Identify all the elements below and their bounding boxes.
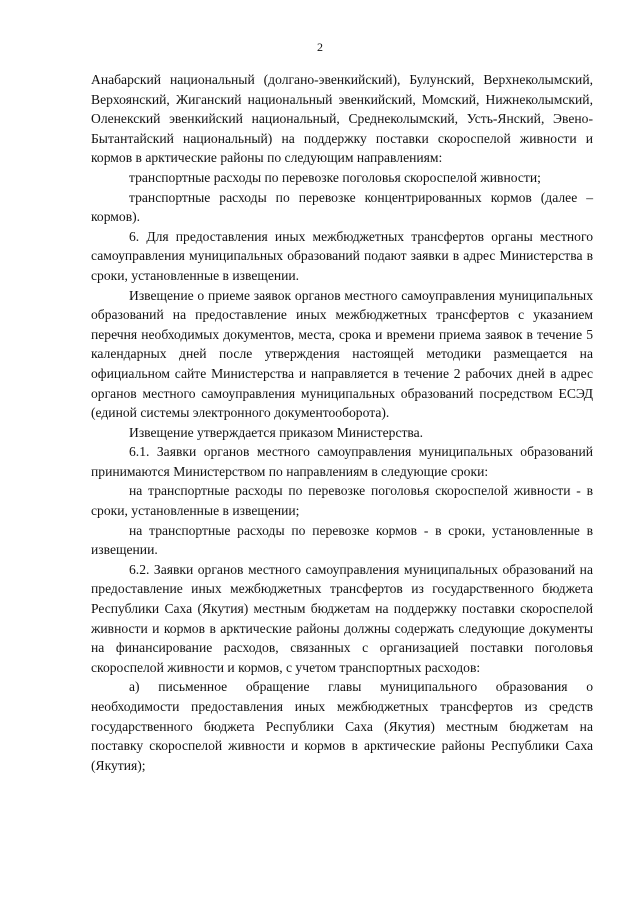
paragraph-item-a: а) письменное обращение главы муниципального образования о необходимости предоставления иных межбюджетных трансфертов из средств государственного бюджета Республики Саха (Якутия) местным бюджетам на поставку скороспелой живности и кормов в арктические районы Республики Саха (Якутия); xyxy=(91,679,593,773)
paragraph-feed-transport: транспортные расходы по перевозке концентрированных кормов (далее – кормов). xyxy=(91,189,593,225)
paragraph-districts-list: Анабарский национальный (долгано-эвенкийский), Булунский, Верхнеколымский, Верхоянский, Жиганский национальный эвенкийский, Момский, Нижнеколымский, Оленекский эвенкийский национальный, Среднеколымский, Усть-Янский, Эвено-Бытантайский национальный) на поддержку поставки скороспелой живности и кормов в арктические районы по следующим направлениям: xyxy=(91,72,593,166)
paragraph-notice: Извещение о приеме заявок органов местного самоуправления муниципальных образований на предоставление иных межбюджетных трансфертов с указанием перечня необходимых документов, места, срока и времени приема заявок в течение 5 календарных дней после утверждения настоящей методики размещается на официальном сайте Министерства и направляется в течение 2 рабочих дней в адрес органов местного самоуправления муниципальных образований посредством ЕСЭД (единой системы электронного документооборота). xyxy=(91,287,593,421)
paragraph-livestock-deadline: на транспортные расходы по перевозке поголовья скороспелой живности - в сроки, установленные в извещении; xyxy=(91,483,593,519)
page-number: 2 xyxy=(317,40,323,54)
paragraph-section-6-1: 6.1. Заявки органов местного самоуправления муниципальных образований принимаются Министерством по направлениям в следующие сроки: xyxy=(91,444,593,479)
paragraph-livestock-transport: транспортные расходы по перевозке поголовья скороспелой живности; xyxy=(129,169,541,185)
paragraph-notice-approval: Извещение утверждается приказом Министерства. xyxy=(129,424,424,440)
paragraph-section-6: 6. Для предоставления иных межбюджетных трансфертов органы местного самоуправления муниципальных образований подают заявки в адрес Министерства в сроки, установленные в извещении. xyxy=(91,228,593,283)
paragraph-section-6-2: 6.2. Заявки органов местного самоуправления муниципальных образований на предоставление иных межбюджетных трансфертов из государственного бюджета Республики Саха (Якутия) местным бюджетам на поддержку поставки скороспелой живности и кормов в арктические районы должны содержать следующие документы на финансирование расходов, связанных с организацией поставки поголовья скороспелой живности и кормов, с учетом транспортных расходов: xyxy=(91,561,593,675)
document-body xyxy=(91,70,593,775)
paragraph-feed-deadline: на транспортные расходы по перевозке кормов - в сроки, установленные в извещении. xyxy=(91,522,593,558)
